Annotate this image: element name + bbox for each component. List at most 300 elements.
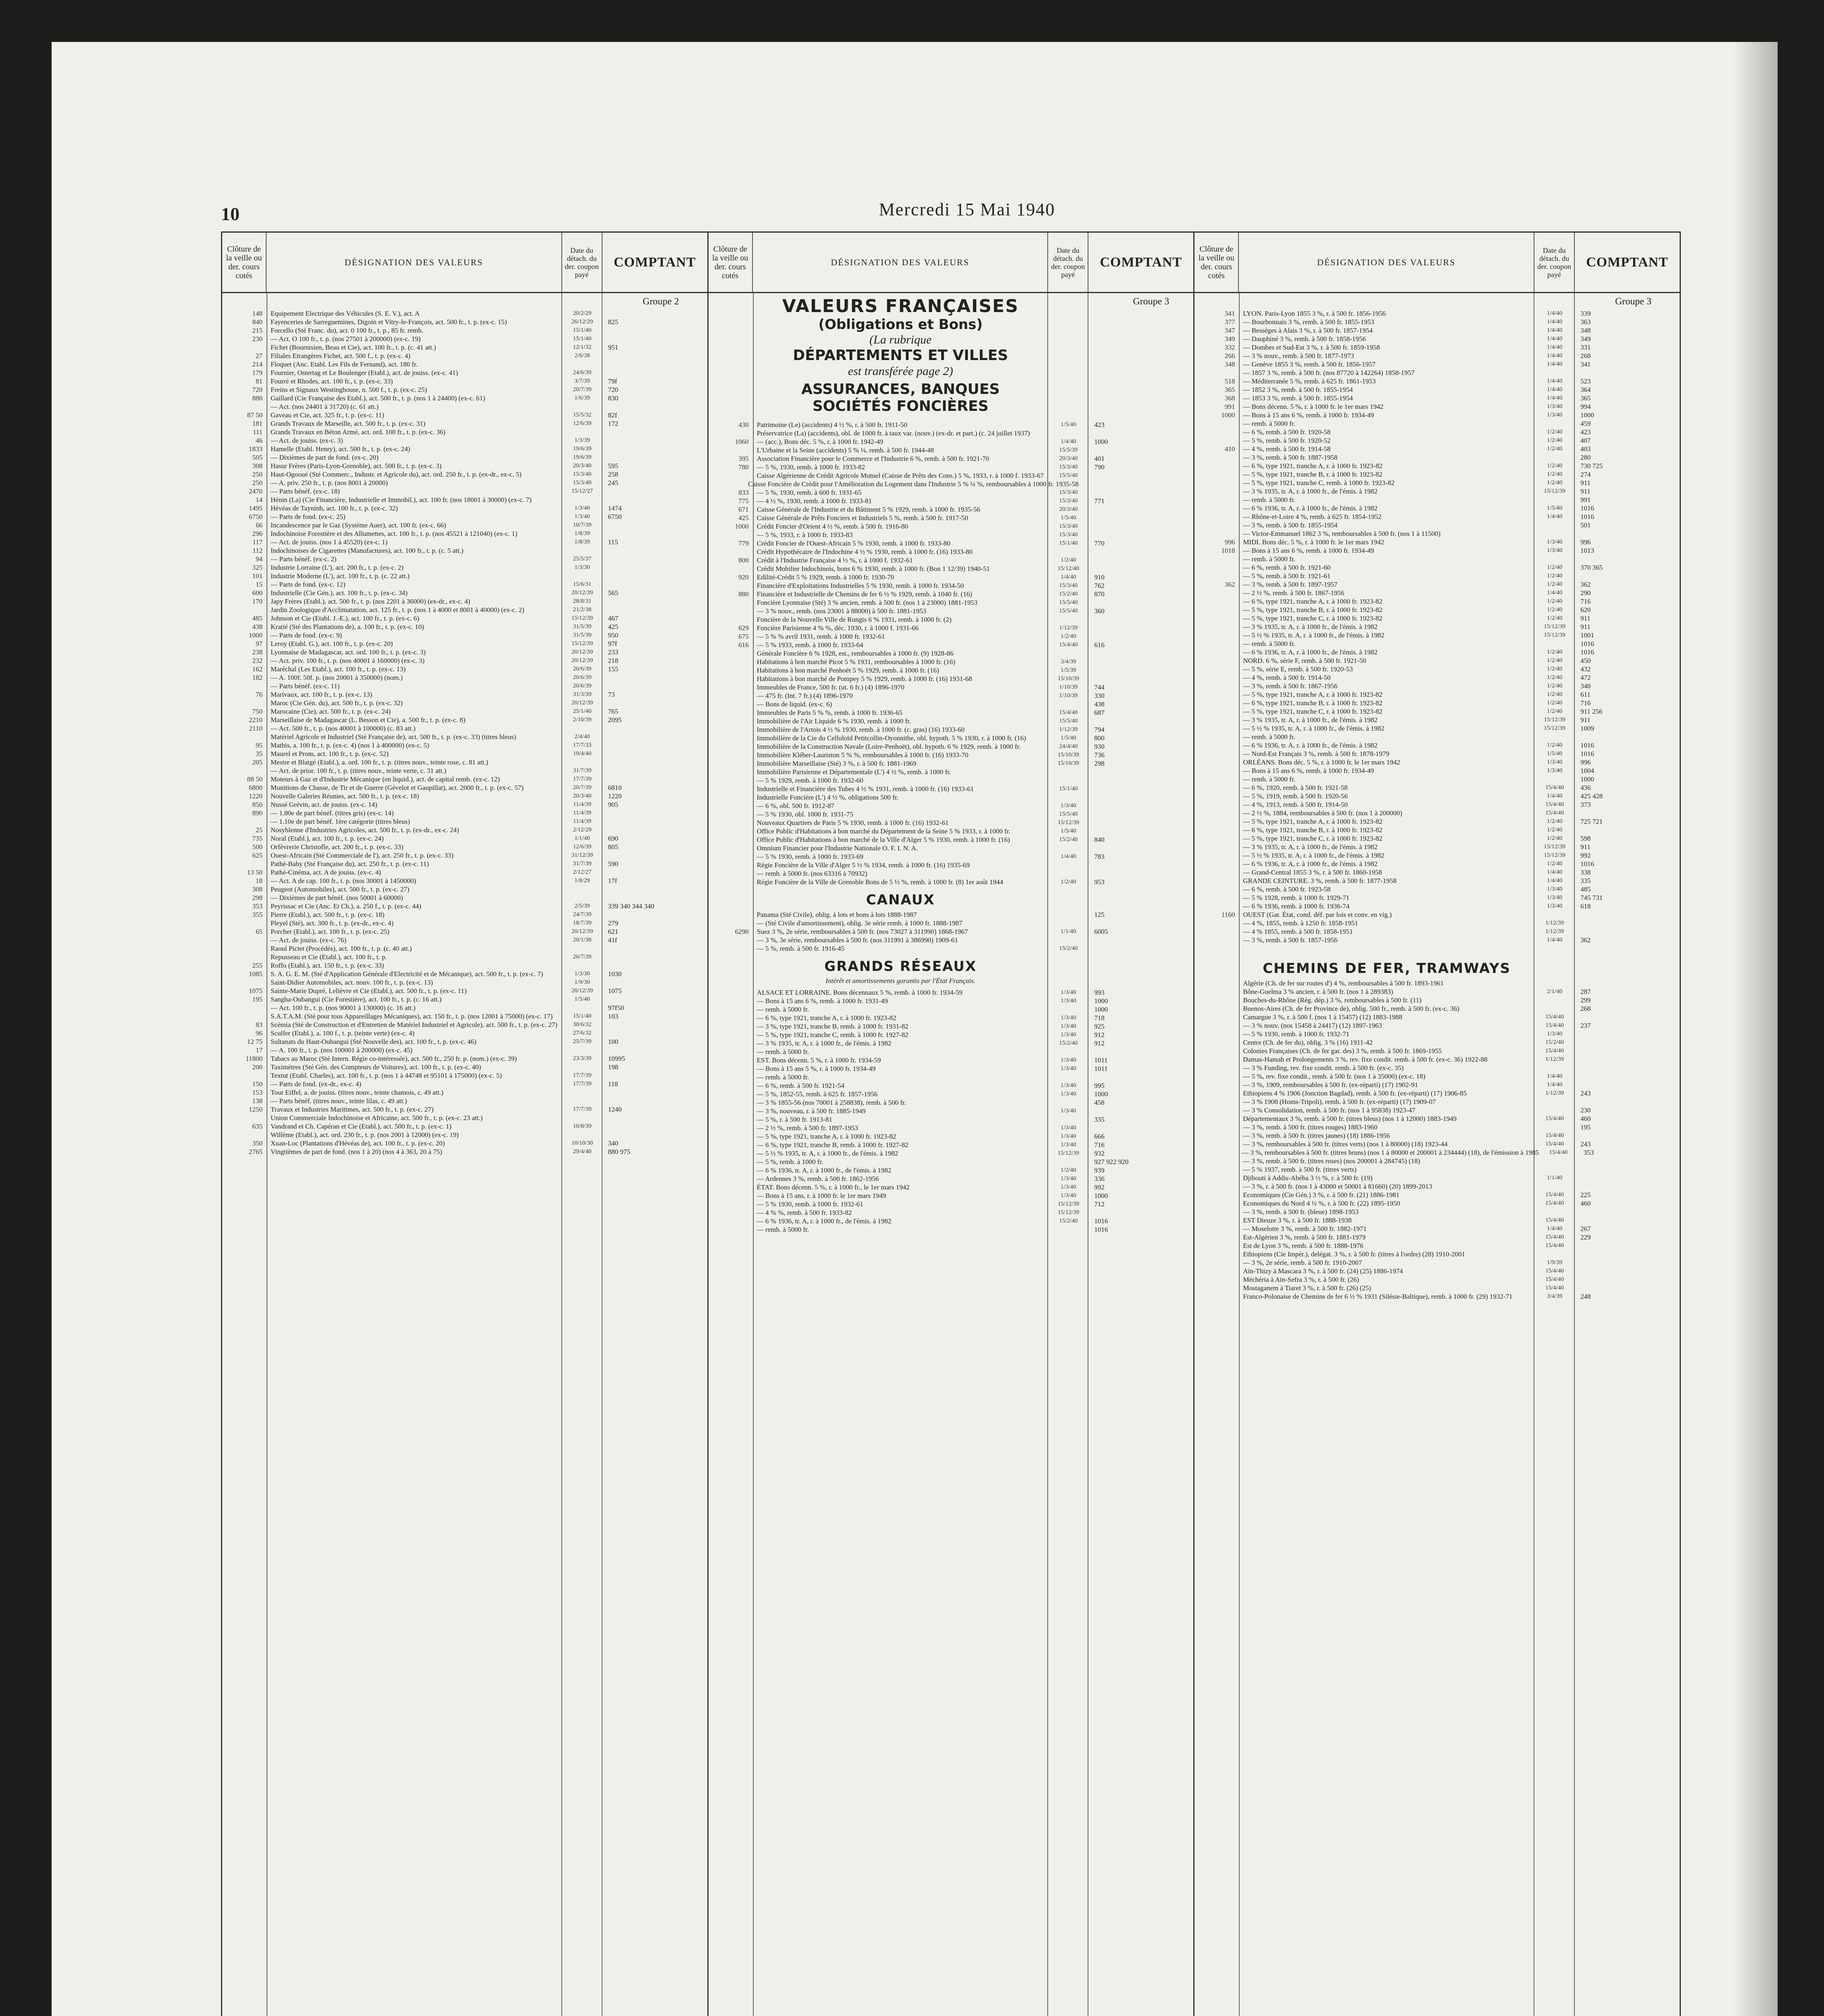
table-row: [1194, 699, 1680, 707]
cash-price: 950: [608, 631, 619, 639]
security-name: — 3 % 1908 (Homs-Tripoli), remb. à 500 fr. (ex-réparti) (17) 1909-07: [1243, 1098, 1436, 1106]
closing-price: [1194, 868, 1239, 877]
closing-price: [1194, 369, 1239, 377]
coupon-date: [1534, 521, 1575, 529]
coupon-date: [562, 944, 602, 953]
security-name: Pathé-Cinéma, act. A de jouiss. (ex-c. 4): [271, 868, 381, 876]
security-name: — 5 %, 1852-55, remb. à 625 fr. 1857-1956: [757, 1090, 878, 1098]
cash-price: 118: [608, 1080, 618, 1088]
table-row: [222, 724, 707, 733]
coupon-date: 20/6/39: [573, 674, 592, 681]
coupon-date: 1/3/40: [1547, 539, 1563, 545]
closing-price: [709, 861, 753, 869]
coupon-date: 1/4/40: [1547, 1081, 1563, 1088]
table-row: [222, 927, 707, 936]
cash-price: [1575, 1131, 1680, 1140]
security-name: Moteurs à Gaz et d'Industrie Mécanique (en liquid.), act. de capital remb. (ex-c. 12): [271, 775, 500, 783]
table-row: [222, 487, 707, 496]
closing-price: [709, 1064, 753, 1073]
security-name: — 3 %, remb. à 500 fr. 1855-1954: [1243, 521, 1338, 529]
security-name: — Dixièmes de part bénéf. (nos 50001 à 60000): [271, 894, 403, 902]
table-row: [1194, 462, 1680, 470]
closing-price: [1194, 529, 1239, 538]
table-row: [222, 385, 707, 394]
security-name: Economiques du Nord 4 ½ %, r. à 500 fr. (22) 1895-1950: [1243, 1200, 1400, 1207]
closing-price: [1194, 1216, 1239, 1225]
table-row: [709, 1022, 1194, 1031]
coupon-date: 18/7/39: [573, 920, 592, 926]
table-row: [709, 581, 1194, 590]
cash-price: 280: [1580, 454, 1591, 461]
security-name: Nouvelle Galeries Réunies, act. 500 fr., t. p. (ex-c. 18): [271, 792, 419, 800]
coupon-date: 1/2/40: [1547, 581, 1563, 587]
coupon-date: 1/3/40: [1061, 1108, 1076, 1114]
table-row: [1194, 1191, 1680, 1199]
coupon-date: 1/2/40: [1547, 429, 1563, 435]
coupon-date: 15/3/40: [1059, 582, 1078, 589]
table-row: [709, 768, 1194, 776]
table-row: [222, 1029, 707, 1037]
closing-price: 920: [738, 573, 749, 581]
closing-price: 230: [252, 335, 263, 343]
closing-price: 76: [256, 691, 263, 698]
closing-price: [709, 1107, 753, 1115]
table-row: [222, 970, 707, 978]
security-name: — Act. 500 fr., t. p. (nos 40001 à 100000) (c. 83 att.): [271, 725, 416, 732]
table-row: [1194, 902, 1680, 910]
closing-price: [1194, 606, 1239, 614]
security-name: — A. priv. 250 fr., t. p. (nos 8001 à 20000): [271, 479, 388, 487]
cash-price: 1016: [1580, 860, 1595, 868]
table-row: [1194, 428, 1680, 436]
closing-price: [1194, 1250, 1239, 1258]
security-name: Roffo (Etabl.), act. 150 fr., t. p. (ex-c. 33): [271, 962, 384, 969]
security-name: Orfèvrerie Christofle, act. 200 fr., t. p. (ex-c. 33): [271, 843, 404, 851]
cash-price: 880 975: [608, 1148, 630, 1156]
closing-price: [709, 1022, 753, 1031]
coupon-date: [1534, 979, 1575, 987]
security-name: Suez 3 %, 2e série, remboursables à 500 fr. (nos 73027 à 311990) 1868-1967: [757, 928, 968, 935]
cash-price: 225: [1580, 1191, 1591, 1199]
security-name: — Act. de prior. 100 fr., t. p. (titres nouv., teinte verte, c. 31 att.): [271, 767, 446, 775]
security-name: — 6 %, remb. à 500 fr. 1923-58: [1243, 885, 1331, 893]
coupon-date: 1/12/39: [1059, 625, 1078, 631]
security-name: — remb. à 5000 fr.: [1243, 555, 1295, 563]
security-name: — 5 % 1928, remb. à 1000 fr. 1929-71: [1243, 894, 1350, 902]
table-row: [709, 632, 1194, 641]
closing-price: [1194, 572, 1239, 580]
cash-price: 1016: [1580, 513, 1595, 521]
closing-price: [1194, 860, 1239, 868]
coupon-date: 31/3/39: [573, 691, 592, 698]
security-name: — 2 ½ %, remb. à 500 fr. 1867-1956: [1243, 589, 1345, 597]
security-name: — 3 %, remb. à 500 fr. (titres roses) (nos 200001 à 284745) (18): [1243, 1157, 1420, 1165]
coupon-date: 1/10/39: [1059, 692, 1078, 699]
table-row: [222, 572, 707, 580]
security-name: Vandrand et Ch. Capéran et Cie (Etabl.), act. 500 fr., t. p. (ex-c. 1): [271, 1123, 452, 1130]
header-coupon-date: Date du détach. du der. coupon payé: [562, 233, 602, 292]
coupon-date: 1/5/40: [1061, 514, 1076, 521]
coupon-date: 1/3/40: [1061, 1031, 1076, 1038]
table-row: [709, 1098, 1194, 1107]
closing-price: [709, 581, 753, 590]
cash-price: 450: [1580, 657, 1591, 664]
closing-price: [1194, 639, 1239, 648]
closing-price: [709, 1149, 753, 1158]
closing-price: [1194, 1072, 1239, 1081]
cash-price: 425: [608, 623, 619, 631]
closing-price: [1194, 1267, 1239, 1275]
table-row: [709, 936, 1194, 944]
closing-price: [1194, 877, 1239, 885]
table-row: [709, 548, 1194, 556]
coupon-date: 15/10/39: [1057, 752, 1080, 758]
table-row: [222, 343, 707, 352]
security-name: — Parts bénéf. (ex-c. 18): [271, 487, 340, 495]
security-name: — Bons à 15 ans 6 %, remb. à 1000 fr. 1934-49: [1243, 547, 1374, 554]
closing-price: [1194, 1030, 1239, 1038]
cash-price: 953: [1094, 878, 1105, 886]
closing-price: 1833: [249, 445, 263, 453]
closing-price: [709, 1115, 753, 1124]
table-row: [222, 623, 707, 631]
security-name: Aïn-Thizy à Mascara 3 %, r. à 500 fr. (24) (25) 1886-1974: [1243, 1267, 1403, 1275]
coupon-date: [562, 1004, 602, 1012]
coupon-date: 20/3/40: [573, 462, 592, 469]
table-row: [1194, 1208, 1680, 1216]
security-name: — Act. A de cap. 100 fr., t. p. (nos 30001 à 1450000): [271, 877, 416, 885]
security-name: — 3 %, remb. à 500 fr. (titres rouges) 1883-1960: [1243, 1123, 1378, 1131]
cash-price: [602, 487, 707, 496]
cash-price: [602, 402, 707, 411]
security-name: — 6 %, type 1921, tranche B, r. à 1000 fr. 1923-82: [1243, 699, 1382, 707]
coupon-date: 1/3/40: [1547, 886, 1563, 892]
coupon-date: 30/6/32: [573, 1021, 592, 1028]
closing-price: [1194, 1284, 1239, 1292]
cash-price: [1575, 1258, 1680, 1267]
coupon-date: [1534, 369, 1575, 377]
cash-price: [602, 1122, 707, 1131]
table-row: [222, 589, 707, 597]
cash-price: 155: [608, 665, 619, 673]
cash-price: 939: [1094, 1166, 1105, 1174]
cash-price: 932: [1094, 1150, 1105, 1157]
cash-price: 905: [608, 801, 619, 808]
security-name: — 5 %, r. à 500 fr. 1913-81: [757, 1116, 832, 1123]
coupon-date: 1/2/40: [1547, 615, 1563, 621]
cash-price: 995: [1094, 1082, 1105, 1089]
security-name: — 4 % 1855, remb. à 500 fr. 1858-1951: [1243, 928, 1353, 935]
security-name: — 5 %, type 1921, tranche C, remb. à 1000 fr. 1923-82: [1243, 479, 1395, 487]
table-row: [222, 470, 707, 479]
table-row: [1194, 919, 1680, 927]
cash-price: [1088, 615, 1193, 624]
table-row: [1194, 326, 1680, 335]
closing-price: [1194, 1233, 1239, 1241]
cash-price: 348: [1580, 327, 1591, 334]
table-row: [1194, 597, 1680, 606]
closing-price: [1194, 699, 1239, 707]
table-row: [222, 877, 707, 885]
coupon-date: 1/3/40: [1547, 894, 1563, 901]
cash-price: 373: [1580, 801, 1591, 808]
coupon-date: 3/7/39: [574, 378, 590, 384]
cash-price: [1575, 733, 1680, 741]
cash-price: 930: [1094, 743, 1105, 750]
security-name: Financière d'Exploitations Industrielles 5 % 1930, remb. à 1000 fr. 1934-50: [757, 582, 964, 589]
table-row: [1194, 775, 1680, 783]
security-name: Office Public d'Habitations à bon marché du Département de la Seine 5 % 1933, r. à 1000 fr.: [757, 827, 1011, 835]
cash-price: 403: [1580, 445, 1591, 453]
cash-price: 716: [1580, 598, 1591, 605]
section-heading: ASSURANCES, BANQUES SOCIÉTÉS FONCIÈRES: [801, 381, 1000, 414]
security-name: — 2 ½ %, 1884, remboursables à 500 fr. (nos 1 à 200000): [1243, 809, 1403, 817]
table-row: [222, 716, 707, 724]
coupon-date: 15/4/40: [1545, 1141, 1564, 1147]
coupon-date: [1048, 910, 1088, 919]
cash-price: 1016: [1580, 504, 1595, 512]
table-row: [709, 878, 1194, 886]
coupon-date: 15/4/40: [1545, 1200, 1564, 1206]
security-name: Préservatrice (La) (accidents), obl. de 1000 fr. à taux var. (nouv.) (ex-dr. et part.) (c. 24 juillet 1937): [757, 429, 1030, 437]
table-row: [1194, 766, 1680, 775]
table-row: [709, 861, 1194, 869]
closing-price: [1194, 436, 1239, 445]
coupon-date: 2/12/29: [573, 827, 592, 833]
closing-price: [1194, 690, 1239, 699]
cash-price: 362: [1580, 581, 1591, 588]
cash-price: 1075: [608, 987, 622, 995]
coupon-date: 20/12/39: [571, 589, 593, 596]
coupon-date: 15/12/39: [1057, 819, 1080, 826]
security-name: Immobilière Parisienne et Départementale (L') 4 ½ %, remb. à 1000 fr.: [757, 768, 951, 776]
security-name: — remb. à 5000 fr.: [757, 1226, 809, 1233]
coupon-date: [562, 428, 602, 436]
cash-price: [1088, 919, 1193, 927]
security-name: — 2 ½ %, remb. à 500 fr. 1897-1953: [757, 1124, 858, 1132]
cash-price: [1575, 1055, 1680, 1064]
closing-price: [1194, 428, 1239, 436]
coupon-date: 15/12/39: [1544, 488, 1566, 494]
cash-price: 666: [1094, 1133, 1105, 1140]
cash-price: [1088, 1124, 1193, 1132]
cash-price: 330: [1094, 692, 1105, 700]
cash-price: 870: [1094, 590, 1105, 598]
security-name: Maurel et Prom, act. 100 fr., t. p. (ex-c. 52): [271, 750, 389, 758]
security-name: — 5 %, type 1921, tranche A, r. à 1000 fr. 1923-82: [1243, 691, 1382, 698]
security-name: — 3 % 1935, tr. A, r. à 1000 fr., de l'émis. à 1982: [1243, 623, 1378, 631]
coupon-date: 1/4/40: [1547, 877, 1563, 884]
closing-price: [1194, 1114, 1239, 1123]
cash-price: [602, 944, 707, 953]
section-heading: CHEMINS DE FER, TRAMWAYS: [1263, 960, 1511, 977]
coupon-date: 17/7/33: [573, 742, 592, 748]
coupon-date: 1/4/40: [1061, 853, 1076, 860]
coupon-date: 15/3/40: [573, 479, 592, 486]
closing-price: [222, 919, 267, 927]
cash-price: 458: [1094, 1099, 1105, 1106]
coupon-date: 1/12/39: [1545, 1056, 1564, 1062]
cash-price: 730 725: [1580, 462, 1603, 470]
closing-price: 111: [252, 428, 263, 436]
cash-price: [1088, 446, 1193, 454]
closing-price: [709, 1048, 753, 1056]
table-row: [709, 1031, 1194, 1039]
security-name: Buenos-Aires (Ch. de fer Province de), oblig. 500 fr., remb. à 500 fr. (ex-c. 36): [1243, 1005, 1459, 1012]
table-row: [709, 429, 1194, 437]
cash-price: 992: [1094, 1183, 1105, 1191]
security-name: — 5 %, 1919, remb. à 500 fr. 1920-56: [1243, 792, 1348, 800]
coupon-date: 1/4/40: [1547, 352, 1563, 359]
table-row: [222, 783, 707, 792]
cash-price: [1088, 810, 1193, 818]
closing-price: [709, 1175, 753, 1183]
security-name: — 1.80e de part bénéf. (titres gris) (ex-c. 14): [271, 809, 394, 817]
cash-price: [1088, 514, 1193, 522]
cash-price: 172: [608, 420, 619, 427]
cash-price: 1013: [1580, 547, 1595, 554]
security-name: — Bességes à Alais 3 %, r. à 500 fr. 1857-1954: [1243, 327, 1373, 334]
coupon-date: [1534, 1004, 1575, 1013]
cash-price: 425 428: [1580, 792, 1603, 800]
table-row: [709, 717, 1194, 725]
closing-price: [709, 683, 753, 691]
closing-price: [709, 1183, 753, 1191]
closing-price: [222, 953, 267, 961]
coupon-date: [562, 758, 602, 766]
security-name: Nussé Grévin, act. de jouiss. (ex-c. 14): [271, 801, 377, 808]
coupon-date: [1048, 1005, 1088, 1014]
table-row: [222, 1063, 707, 1071]
coupon-date: 27/6/32: [573, 1030, 592, 1036]
closing-price: 518: [1224, 377, 1235, 385]
cash-price: 79f: [608, 377, 617, 385]
closing-price: [222, 1131, 267, 1139]
cash-price: [1088, 471, 1193, 480]
cash-price: 287: [1580, 988, 1591, 996]
closing-price: [709, 878, 753, 886]
cash-price: 360: [1094, 607, 1105, 615]
closing-price: 1060: [735, 438, 749, 446]
security-name: — 4 %, 1913, remb. à 500 fr. 1914-50: [1243, 801, 1348, 808]
cash-price: 100: [608, 1038, 619, 1045]
coupon-date: 31/5/39: [573, 623, 592, 630]
coupon-date: 15/12/39: [1057, 1201, 1080, 1207]
table-body: [709, 293, 1194, 2016]
security-name: — Bourbonnais 3 %, remb. à 500 fr. 1855-1953: [1243, 318, 1374, 326]
cash-price: 595: [608, 462, 619, 470]
table-row: [1194, 1182, 1680, 1191]
cash-price: [1088, 717, 1193, 725]
security-name: Crédit Foncier de l'Ouest-Africain 5 % 1930, remb. à 1000 fr. 1933-80: [757, 539, 951, 547]
cash-price: 1011: [1094, 1056, 1108, 1064]
closing-price: [1194, 843, 1239, 851]
coupon-date: 1/5/40: [1061, 735, 1076, 741]
cash-price: [602, 580, 707, 589]
closing-price: [1194, 707, 1239, 716]
security-name: Sainte-Marie Dupré, Lelièvre et Cie (Etabl.), act. 500 fr., t. p. (ex-c. 11): [271, 987, 467, 995]
closing-price: [1194, 623, 1239, 631]
closing-price: 215: [252, 327, 263, 334]
table-row: [222, 309, 707, 318]
closing-price: [1194, 987, 1239, 996]
table-row: [709, 1132, 1194, 1141]
security-name: Panama (Sté Civile), oblig. à lots et bons à lots 1888-1987: [757, 911, 917, 918]
cash-price: 911: [1580, 716, 1591, 724]
table-row: [1194, 479, 1680, 487]
cash-price: 268: [1580, 352, 1591, 360]
security-name: Saint-Didier Automobiles, act. nouv. 100 fr., t. p. (ex-c. 13): [271, 979, 433, 986]
table-row: [222, 910, 707, 919]
closing-price: 66: [256, 521, 263, 529]
table-row: [1194, 690, 1680, 699]
security-name: — Victor-Emmanuel 1862 3 %, remboursables à 500 fr. (nos 1 à 11500): [1243, 530, 1440, 537]
cash-price: [602, 428, 707, 436]
security-name: Fourré et Rhodes, act. 100 fr., t. p. (ex-c. 33): [271, 377, 393, 385]
table-row: [709, 776, 1194, 785]
cash-price: 927 922 920: [1094, 1158, 1129, 1166]
closing-price: 365: [1224, 386, 1235, 394]
security-name: Textut (Etabl. Charles), act. 100 fr., t. p. (nos 1 à 44748 et 95101 à 175000) (ex-c. 5): [271, 1072, 502, 1079]
closing-price: [1194, 783, 1239, 792]
table-row: [709, 708, 1194, 717]
coupon-date: 1/5/40: [1061, 421, 1076, 428]
coupon-date: 1/2/40: [1061, 1167, 1076, 1173]
coupon-date: 1/12/39: [1545, 1090, 1564, 1096]
cash-price: 762: [1094, 582, 1105, 589]
table-row: [222, 335, 707, 343]
page-number: 10: [221, 204, 240, 224]
closing-price: [1194, 919, 1239, 927]
table-row: [709, 844, 1194, 852]
coupon-date: 15/12/39: [1057, 1150, 1080, 1156]
coupon-date: 10/10/30: [571, 1140, 593, 1146]
cash-price: [1088, 658, 1193, 666]
closing-price: 1160: [1221, 911, 1235, 918]
coupon-date: [1048, 869, 1088, 878]
table-row: [709, 505, 1194, 514]
security-name: — 3 %, remboursables à 500 fr. (titres verts) (nos 1 à 80000) (18) 1923-44: [1243, 1140, 1448, 1148]
security-name: Johnson et Cie (Etabl. J.-E.), act. 100 fr., t. p. (ex-c. 6): [271, 614, 419, 622]
closing-price: [1194, 1123, 1239, 1131]
table-row: [709, 785, 1194, 793]
security-name: Mathis, a. 100 fr., t. p. (ex-c. 4) (nos 1 à 400000) (ex-c. 5): [271, 741, 429, 749]
cash-price: 245: [608, 479, 619, 487]
table-row: [1194, 1089, 1680, 1098]
closing-price: 750: [252, 708, 263, 715]
closing-price: [709, 691, 753, 700]
coupon-date: 1/2/40: [1547, 691, 1563, 698]
table-row: [709, 641, 1194, 649]
cash-price: [1575, 369, 1680, 377]
table-row: [222, 750, 707, 758]
cash-price: 598: [1580, 835, 1591, 842]
closing-price: 117: [252, 538, 263, 546]
security-name: Hasur Frères (Paris-Lyon-Grenoble), act. 500 fr., t. p. (ex-c. 3): [271, 462, 442, 470]
cash-price: 370 365: [1580, 564, 1603, 571]
closing-price: 996: [1224, 538, 1235, 546]
cash-price: 472: [1580, 674, 1591, 681]
closing-price: 27: [256, 352, 263, 360]
header-coupon-date: Date du détach. du der. coupon payé: [1534, 233, 1575, 292]
table-row: [222, 419, 707, 428]
table-row: [1194, 1030, 1680, 1038]
coupon-date: 3/4/39: [1061, 658, 1076, 665]
coupon-date: 1/2/40: [1061, 557, 1076, 563]
closing-price: [222, 682, 267, 690]
coupon-date: 17/7/39: [573, 1072, 592, 1079]
coupon-date: 1/3/40: [1061, 1057, 1076, 1063]
